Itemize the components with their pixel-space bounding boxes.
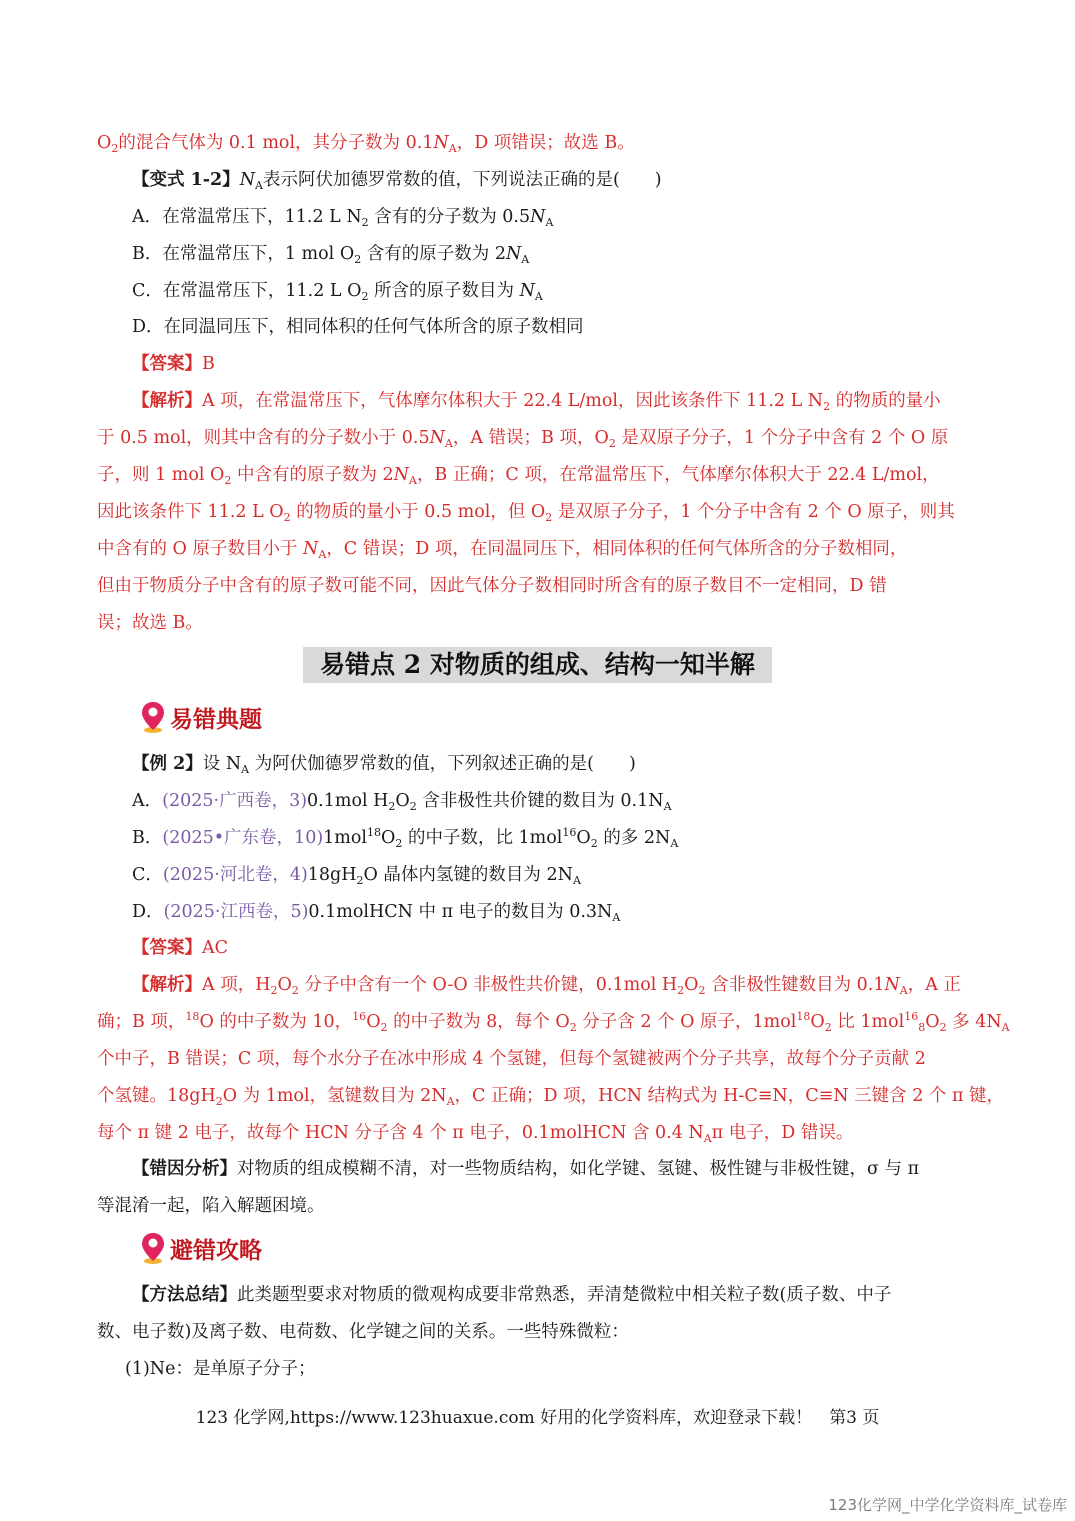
option-c: C．在常温常压下，11.2 L $O_2$ 所含的原子数目为 $N_A$ [132, 281, 543, 303]
example-option-a: A．(2025·广西卷，3)0.1mol $H_2O_2$ 含非极性共价键的数目为 $0.1N_A$ [132, 791, 672, 813]
analysis-line-2: 于 0.5 mol，则其中含有的分子数小于 $0.5N_A$，A 错误；B 项，$O_2$ 是双原子分子，1 个分子中含有 2 个 O 原 [97, 428, 949, 450]
method-line-1: 【方法总结】此类题型要求对物质的微观构成要非常熟悉，弄清楚微粒中相关粒子数(质子数、中子 [132, 1285, 892, 1305]
watermark: 123化学网_中学化学资料库_试卷库 [828, 1496, 1067, 1514]
location-pin-icon [140, 700, 166, 734]
example-analysis-line-5: 每个 π 键 2 电子，故每个 HCN 分子含 4 个 π 电子，0.1molHCN 含 0.4 $N_A\pi$ 电子，D 错误。 [97, 1123, 854, 1145]
page-footer: 123 化学网,https://www.123huaxue.com 好用的化学资料库，欢迎登录下载！ 第3 页 [195, 1408, 880, 1428]
section-title: 易错点 2 对物质的组成、结构一知半解 [303, 647, 772, 683]
option-b: B．在常温常压下，1 mol $O_2$ 含有的原子数为 $2N_A$ [132, 244, 530, 266]
example-answer: 【答案】AC [132, 938, 229, 958]
example-analysis-line-4: 个氢键。$18gH_2O$ 为 1mol，氢键数目为 $2N_A$，C 正确；D 项，HCN 结构式为 H-C≡N，C≡N 三键含 2 个 π 键， [97, 1086, 1005, 1108]
subheading-text: 避错攻略 [170, 1236, 262, 1264]
example-option-d: D．(2025·江西卷，5)0.1molHCN 中 π 电子的数目为 $0.3N_A$ [132, 902, 621, 924]
answer: 【答案】B [132, 354, 215, 374]
example-analysis-line-2: 确；B 项，$^{18}$O 的中子数为 10，$^{16}O_2$ 的中子数为 8，每个 $O_2$ 分子含 2 个 O 原子，$1mol^{18}O_2$ 比 $1mol^{16}_8O_2$ 多 $4N_A$ [97, 1010, 1010, 1034]
method-line-2: 数、电子数)及离子数、电荷数、化学键之间的关系。一些特殊微粒： [97, 1322, 629, 1342]
example-option-c: C．(2025·河北卷，$4)18gH_2O$ 晶体内氢键的数目为 $2N_A$ [132, 865, 581, 887]
analysis-line-3: 子，则 1 mol $O_2$ 中含有的原子数为 $2N_A$，B 正确；C 项，在常温常压下，气体摩尔体积大于 22.4 L/mol， [97, 465, 940, 487]
variant-stem: 【变式 1-2】$N_A$表示阿伏加德罗常数的值，下列说法正确的是( ) [132, 170, 662, 192]
subheading-text: 易错典题 [170, 705, 262, 733]
analysis-line-4: 因此该条件下 11.2 L $O_2$ 的物质的量小于 0.5 mol，但 $O_2$ 是双原子分子，1 个分子中含有 2 个 O 原子，则其 [97, 502, 955, 524]
subheading-typical-errors [140, 700, 262, 734]
error-cause-line-2: 等混淆一起，陷入解题困境。 [97, 1196, 325, 1216]
method-line-3: (1)Ne：是单原子分子； [125, 1359, 316, 1379]
analysis-line-7: 误；故选 B。 [97, 613, 203, 633]
option-a: A．在常温常压下，11.2 L $N_2$ 含有的分子数为 $0.5N_A$ [132, 207, 554, 229]
location-pin-icon [140, 1231, 166, 1265]
error-cause-line-1: 【错因分析】对物质的组成模糊不清，对一些物质结构，如化学键、氢键、极性键与非极性键，σ 与 π [132, 1159, 920, 1179]
analysis-line-6: 但由于物质分子中含有的原子数可能不同，因此气体分子数相同时所含有的原子数目不一定相同，D 错 [97, 576, 887, 596]
analysis-line-5: 中含有的 O 原子数目小于 $N_A$，C 错误；D 项，在同温同压下，相同体积的任何气体所含的分子数相同， [97, 539, 908, 561]
example-analysis-line-1: 【解析】A 项，$H_2O_2$ 分子中含有一个 O-O 非极性共价键，0.1mol $H_2O_2$ 含非极性键数目为 $0.1N_A$，A 正 [132, 975, 961, 997]
subheading-avoid-errors [140, 1231, 262, 1265]
example-stem: 【例 2】设 $N_A$ 为阿伏伽德罗常数的值，下列叙述正确的是( ) [132, 754, 636, 776]
analysis-continuation: $O_2$的混合气体为 0.1 mol，其分子数为 $0.1N_A$，D 项错误；故选 B。 [97, 133, 635, 155]
example-option-b: B．(2025•广东卷，$10)1mol^{18}O_2$ 的中子数，比 $1mol^{16}O_2$ 的多 $2N_A$ [132, 826, 679, 850]
analysis-line-1: 【解析】A 项，在常温常压下，气体摩尔体积大于 22.4 L/mol，因此该条件下 11.2 L $N_2$ 的物质的量小 [132, 391, 941, 413]
example-analysis-line-3: 个中子，B 错误；C 项，每个水分子在冰中形成 4 个氢键，但每个氢键被两个分子共享，故每个分子贡献 2 [97, 1049, 926, 1069]
option-d: D．在同温同压下，相同体积的任何气体所含的原子数相同 [132, 317, 584, 337]
